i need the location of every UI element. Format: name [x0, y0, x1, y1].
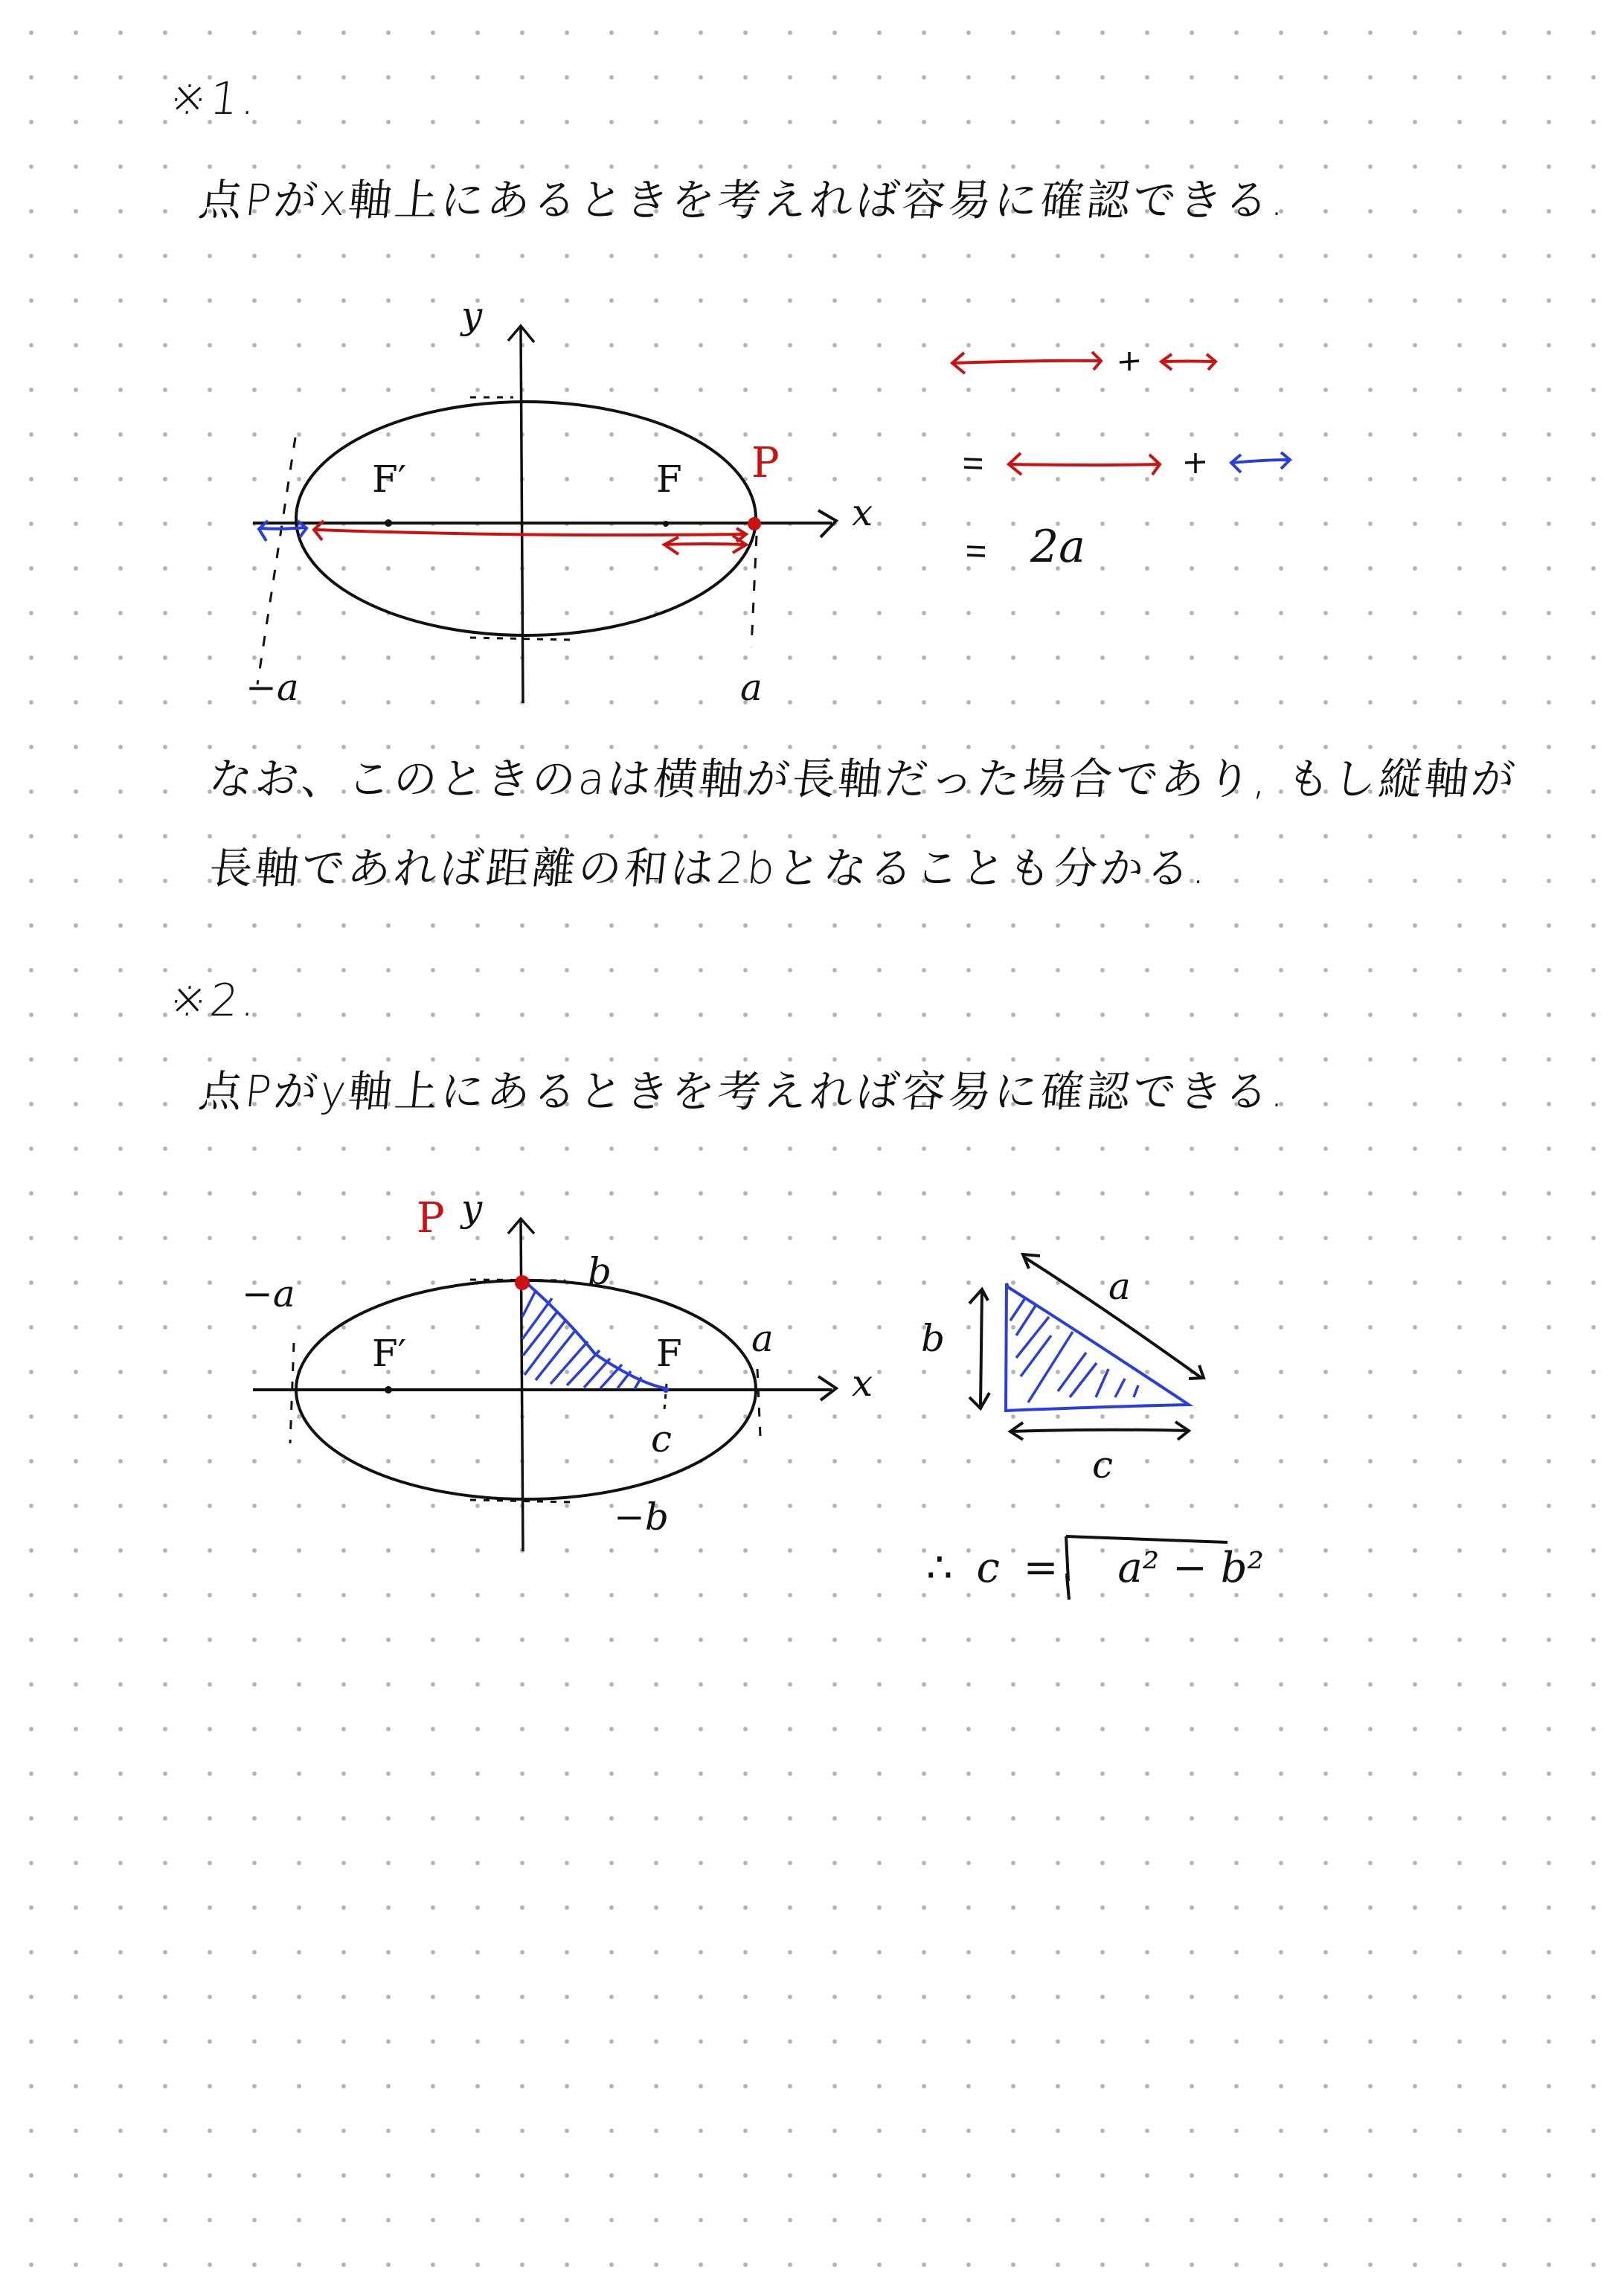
right-a-label: a	[751, 1317, 774, 1360]
top-b-label: b	[588, 1250, 612, 1293]
eq-result: 2a	[1030, 521, 1085, 573]
conclusion-formula	[926, 1544, 1264, 1592]
formula-equals: =	[1023, 1544, 1059, 1592]
height-b-label: b	[921, 1317, 946, 1360]
note1-remark-line1: なお、このときのaは横軸が長軸だった場合であり, もし縦軸が	[206, 754, 1521, 804]
triangle-hatch	[1010, 1298, 1138, 1402]
focus-right-label: F	[656, 1332, 682, 1375]
therefore-symbol: ∴	[926, 1544, 953, 1592]
y-axis-label: y	[461, 1187, 483, 1230]
y-axis-label: y	[461, 294, 483, 337]
note1-remark-line2: 長軸であれば距離の和は2bとなることも分かる.	[206, 843, 1213, 894]
focus-right-label: F	[656, 458, 682, 501]
formula-radicand: a² − b²	[1117, 1544, 1265, 1592]
vertex-left-label: −a	[245, 666, 299, 709]
bottom-b-label: −b	[614, 1495, 669, 1539]
note1-sentence: 点Pがx軸上にあるときを考えれば容易に確認できる.	[196, 175, 1291, 225]
height-arrow	[981, 1291, 982, 1406]
focus-left-label: F′	[372, 1332, 407, 1375]
focus-left-label: F′	[372, 458, 407, 501]
x-axis-label: x	[852, 1362, 873, 1405]
vertex-right-label: a	[740, 666, 763, 709]
point-p-label: P	[751, 439, 780, 487]
base-c-label: c	[1092, 1443, 1114, 1487]
note1-heading: ※1.	[167, 73, 262, 125]
c-label: c	[651, 1417, 673, 1460]
base-arrow	[1010, 1430, 1189, 1431]
hypotenuse-a-label: a	[1108, 1265, 1131, 1308]
note2-heading: ※2.	[167, 975, 262, 1027]
formula-lhs: c	[976, 1544, 1000, 1592]
left-a-label: −a	[242, 1272, 295, 1315]
x-axis-label: x	[852, 491, 873, 534]
note2-sentence: 点Pがy軸上にあるときを考えれば容易に確認できる.	[196, 1066, 1291, 1117]
point-p-label: P	[417, 1194, 445, 1242]
